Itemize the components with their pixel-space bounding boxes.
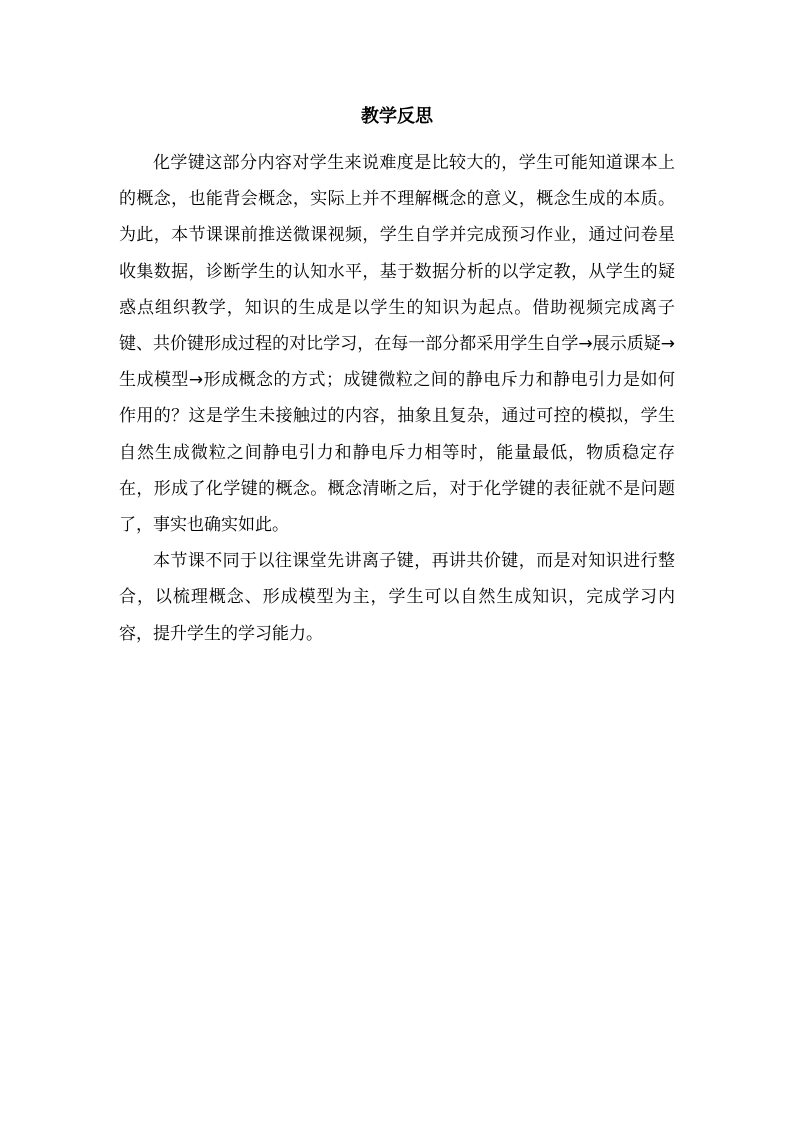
paragraph-2: 本节课不同于以往课堂先讲离子键，再讲共价键，而是对知识进行整合，以梳理概念、形成模型为主，学生可以自然生成知识，完成学习内容，提升学生的学习能力。 (119, 551, 675, 644)
paragraph-1: 化学键这部分内容对学生来说难度是比较大的，学生可能知道课本上的概念，也能背会概念，实际上并不理解概念的意义，概念生成的本质。为此，本节课课前推送微课视频，学生自学并完成预习作业，通过问卷星收集数据，诊断学生的认知水平，基于数据分析的以学定教，从学生的疑惑点组织教学，知识的生成是以学生的知识为起点。借助视频完成离子键、共价键形成过程的对比学习，在每一部分都采用学生自学→展示质疑→生成模型→形成概念的方式；成键微粒之间的静电斥力和静电引力是如何作用的？这是学生未接触过的内容，抽象且复杂，通过可控的模拟，学生自然生成微粒之间静电引力和静电斥力相等时，能量最低，物质稳定存在，形成了化学键的概念。概念清晰之后，对于化学键的表征就不是问题了，事实也确实如此。 (119, 153, 675, 536)
page-title: 教学反思 (361, 106, 433, 127)
document-body (119, 145, 675, 652)
